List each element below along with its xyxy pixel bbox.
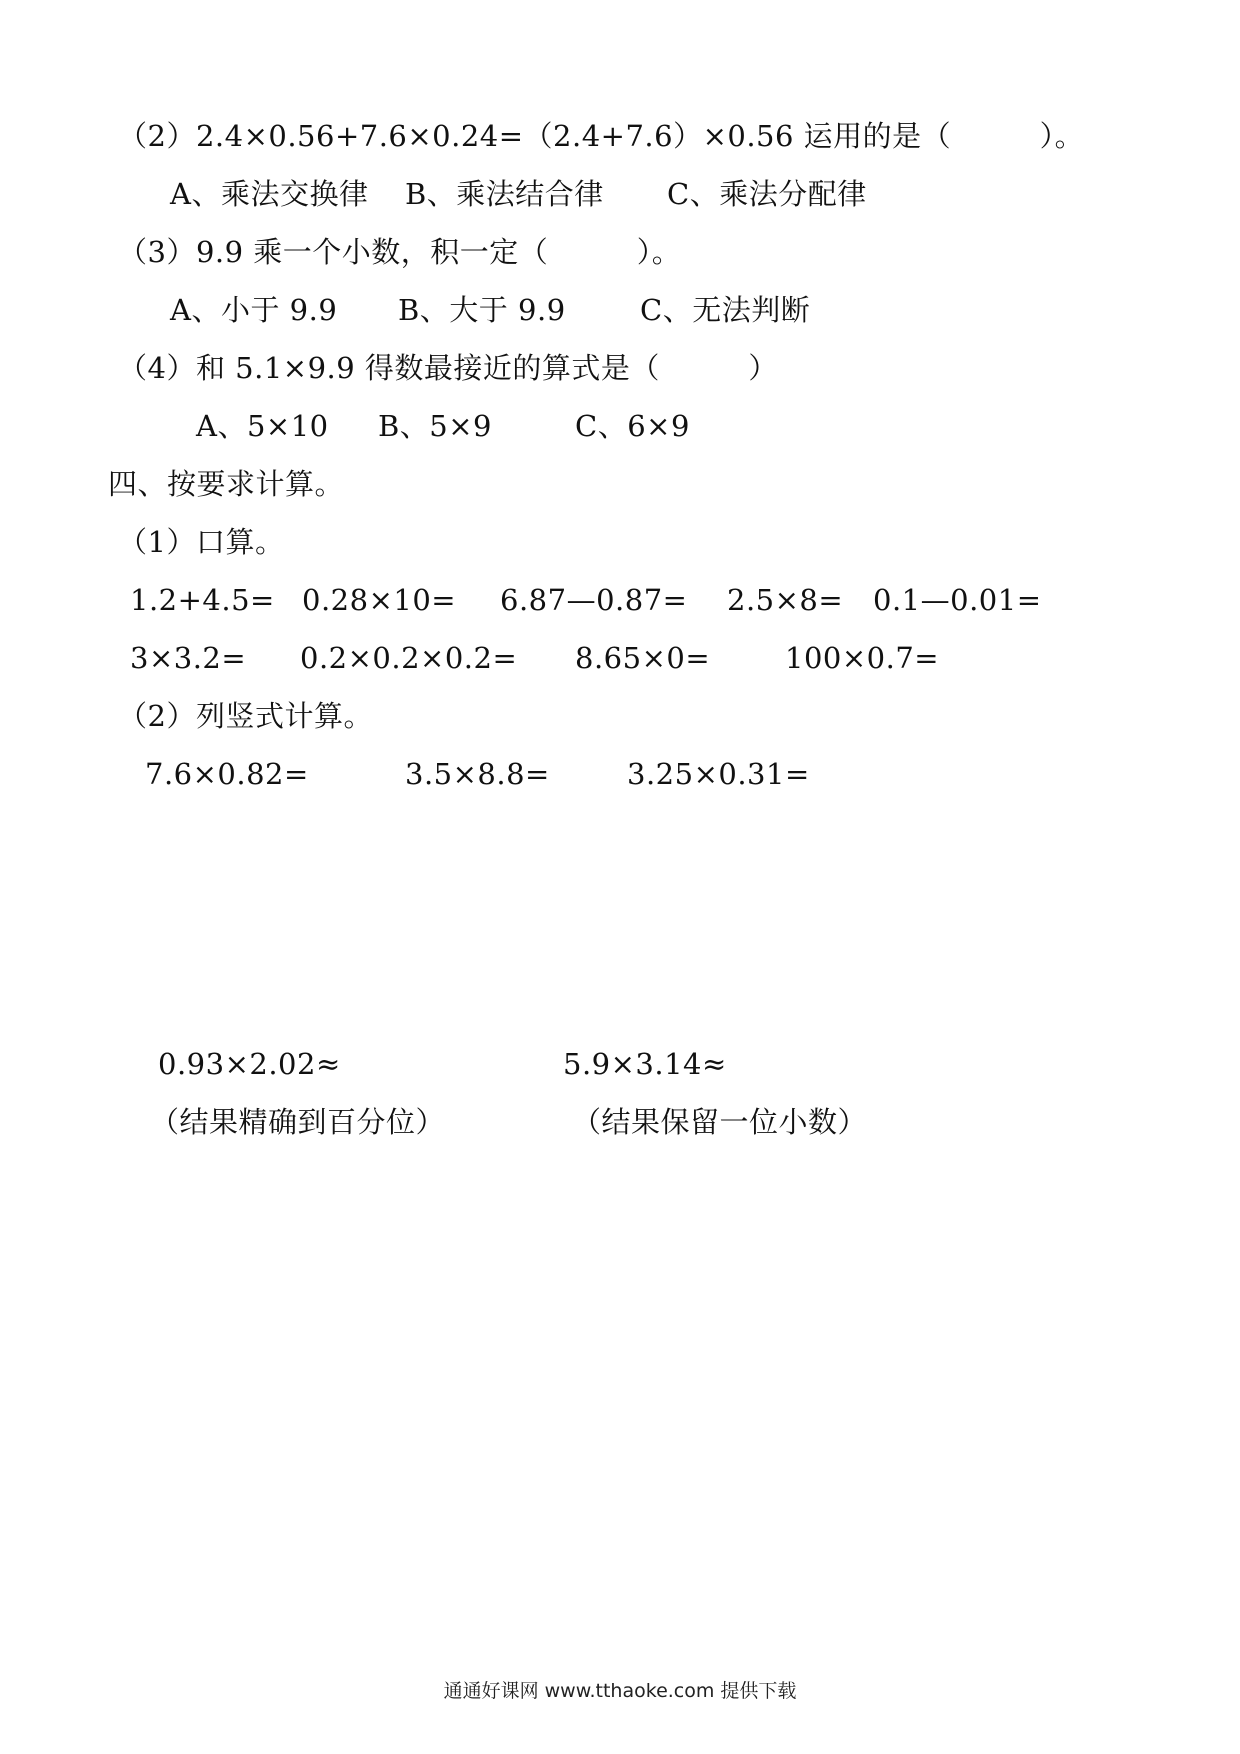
approx-calc-item: 5.9×3.14≈ [563,1047,727,1081]
oral-calc-item: 0.1—0.01= [873,583,1042,617]
oral-calc-item: 8.65×0= [575,641,711,675]
question-2-stem: （2）2.4×0.56+7.6×0.24=（2.4+7.6）×0.56 运用的是（ ）。 [118,119,1085,153]
oral-calc-item: 3×3.2= [130,641,247,675]
oral-calc-item: 1.2+4.5= [130,583,275,617]
oral-calc-item: 0.2×0.2×0.2= [300,641,518,675]
rounding-note: （结果精确到百分位） [150,1105,446,1139]
rounding-note: （结果保留一位小数） [572,1105,868,1139]
vertical-calc-label: （2）列竖式计算。 [118,699,373,733]
oral-calc-item: 2.5×8= [727,583,844,617]
section-4-title: 四、按要求计算。 [108,467,345,501]
oral-calc-item: 6.87—0.87= [500,583,688,617]
vertical-calc-item: 7.6×0.82= [145,757,309,791]
approx-calc-item: 0.93×2.02≈ [158,1047,341,1081]
question-3-option-b: B、大于 9.9 [398,293,566,327]
vertical-calc-item: 3.5×8.8= [405,757,550,791]
question-3-stem: （3）9.9 乘一个小数，积一定（ ）。 [118,235,682,269]
oral-calc-item: 0.28×10= [302,583,457,617]
vertical-calc-item: 3.25×0.31= [627,757,810,791]
question-4-option-b: B、5×9 [378,409,493,443]
question-2-option-c: C、乘法分配律 [667,177,867,211]
question-4-stem: （4）和 5.1×9.9 得数最接近的算式是（ ） [118,351,778,385]
question-4-option-a: A、5×10 [196,409,329,443]
question-3-option-a: A、小于 9.9 [170,293,338,327]
oral-calc-item: 100×0.7= [785,641,940,675]
oral-calc-label: （1）口算。 [118,525,285,559]
question-2-option-a: A、乘法交换律 [170,177,369,211]
question-2-option-b: B、乘法结合律 [405,177,604,211]
download-footer: 通通好课网 www.tthaoke.com 提供下载 [443,1680,797,1702]
question-4-option-c: C、6×9 [575,409,690,443]
question-3-option-c: C、无法判断 [640,293,811,327]
